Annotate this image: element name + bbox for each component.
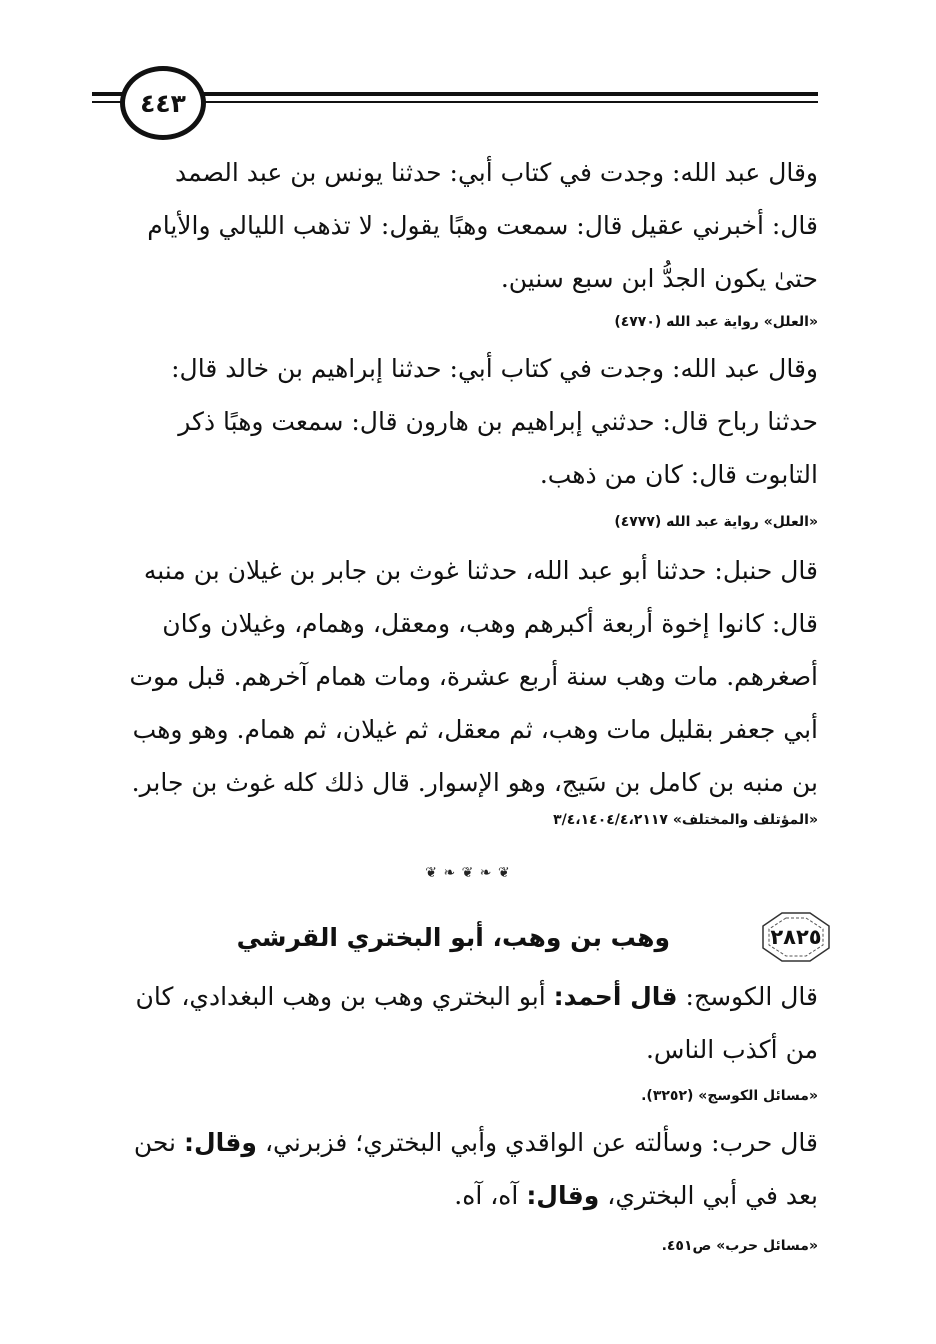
bold-label: قال أحمد:: [553, 982, 678, 1011]
text-segment: آه، آه.: [454, 1181, 519, 1210]
text-line: قال: كانوا إخوة أربعة أكبرهم وهب، ومعقل، وهمام، وغيلان وكان: [162, 609, 818, 638]
text-line: حتىٰ يكون الجدُّ ابن سبع سنين.: [500, 264, 818, 293]
citation-2: «العلل» رواية عبد الله (٤٧٧٧): [614, 514, 818, 530]
bold-label: وقال:: [183, 1128, 257, 1157]
text-segment: نحن: [133, 1128, 177, 1157]
page-number: [120, 66, 206, 140]
ornament-divider: ❦ ❧ ❦ ❧ ❦: [425, 865, 511, 881]
text-line: أصغرهم. مات وهب سنة أربع عشرة، ومات همام آخرهم. قبل موت: [129, 662, 818, 691]
text-segment: بعد في أبي البختري،: [607, 1181, 818, 1210]
text-line: بن منبه بن كامل بن سَيج، وهو الإسوار. قال ذلك كله غوث بن جابر.: [131, 768, 818, 797]
text-line: التابوت قال: كان من ذهب.: [539, 460, 818, 489]
text-line: وقال عبد الله: وجدت في كتاب أبي: حدثنا إبراهيم بن خالد قال:: [171, 354, 818, 383]
citation-4: «مسائل الكوسج» (٣٢٥٢).: [641, 1088, 818, 1104]
paragraph-2: [92, 342, 818, 501]
text-segment: قال حرب: وسألته عن الواقدي وأبي البختري؛ فزبرني،: [264, 1128, 818, 1157]
text-line: أبي جعفر بقليل مات وهب، ثم معقل، ثم غيلان، ثم همام. وهو وهب: [132, 715, 818, 744]
text-line: وقال عبد الله: وجدت في كتاب أبي: حدثنا يونس بن عبد الصمد: [175, 158, 818, 187]
text-segment: أبو البختري وهب بن وهب البغدادي، كان: [135, 982, 546, 1011]
page-number-text: ٤٤٣: [140, 88, 186, 118]
entry-number-badge: [760, 910, 832, 964]
text-segment: قال الكوسج:: [685, 982, 818, 1011]
paragraph-5: [92, 1116, 818, 1222]
paragraph-1: [92, 146, 818, 305]
text-line: [92, 1169, 818, 1222]
citation-3: «المؤتلف والمختلف» ٣/٤،١٤٠٤/٤،٢١١٧: [553, 812, 818, 828]
citation-1: «العلل» رواية عبد الله (٤٧٧٠): [614, 314, 818, 330]
text-line: حدثنا رباح قال: حدثني إبراهيم بن هارون قال: سمعت وهبًا ذكر: [178, 407, 818, 436]
text-line: [92, 970, 818, 1023]
text-line: من أكذب الناس.: [645, 1035, 818, 1064]
paragraph-4: [92, 970, 818, 1076]
text-line: [92, 1116, 818, 1169]
entry-number: ٢٨٢٥: [770, 925, 822, 949]
text-line: قال حنبل: حدثنا أبو عبد الله، حدثنا غوث بن جابر بن غيلان بن منبه: [143, 556, 818, 585]
text-line: قال: أخبرني عقيل قال: سمعت وهبًا يقول: لا تذهب الليالي والأيام: [147, 211, 818, 240]
paragraph-3: [92, 544, 818, 809]
citation-5: «مسائل حرب» ص٤٥١.: [661, 1238, 818, 1254]
bold-label: وقال:: [526, 1181, 600, 1210]
entry-title: وهب بن وهب، أبو البختري القرشي: [236, 923, 670, 952]
